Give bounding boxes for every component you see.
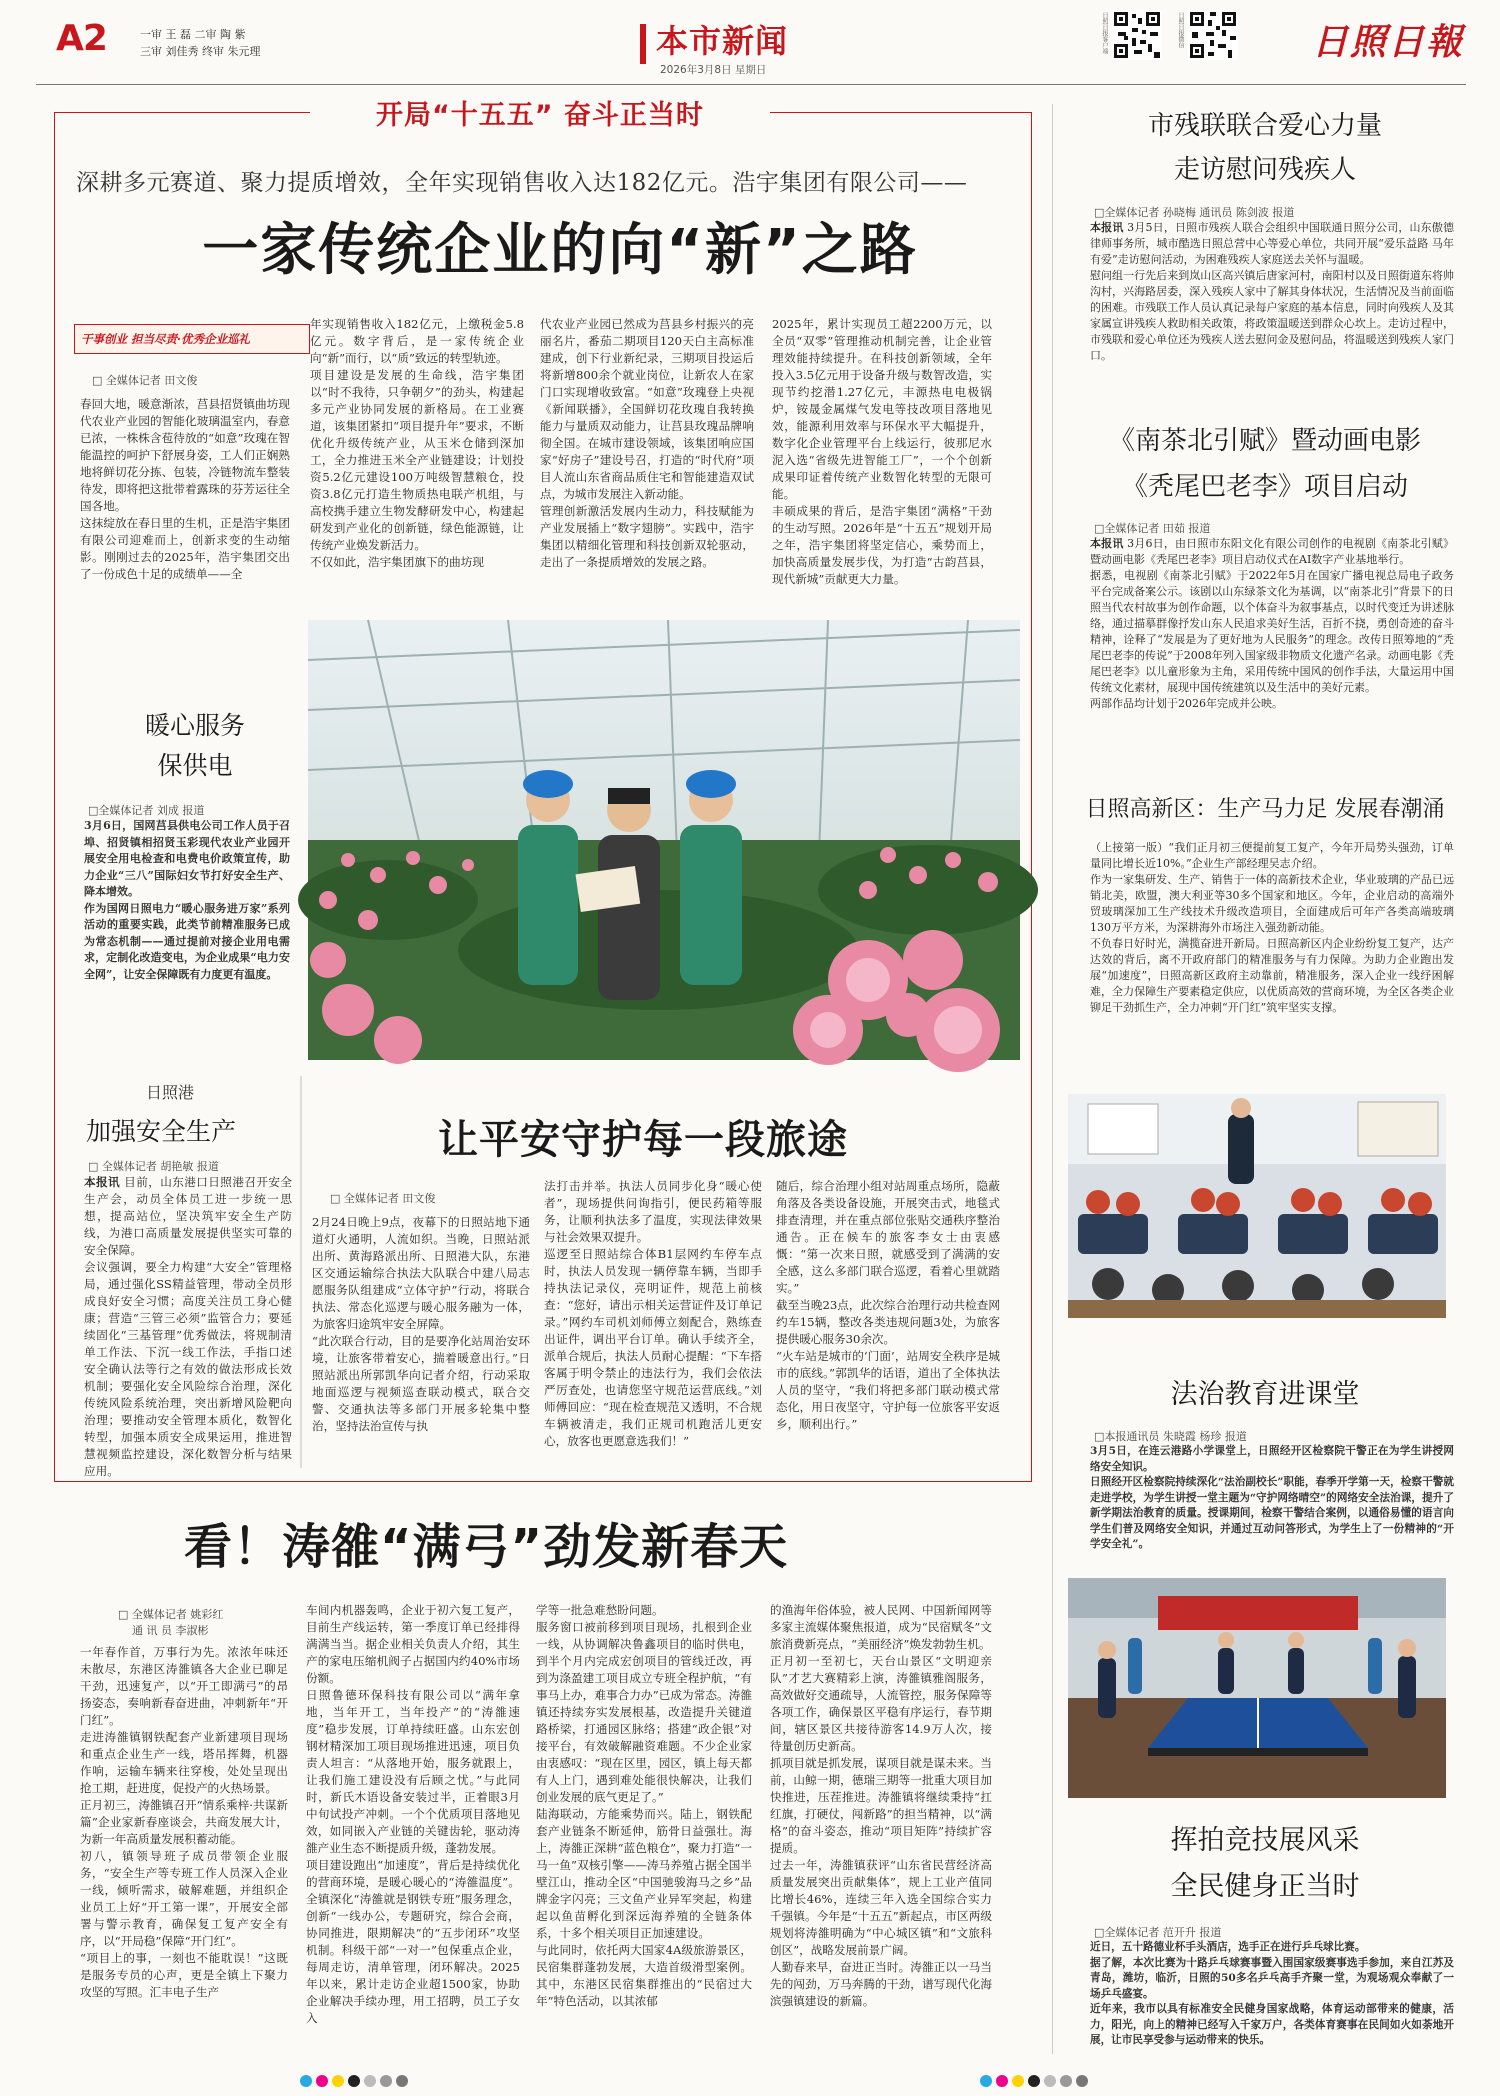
greenhouse-photo — [308, 620, 1020, 1060]
color-dot — [1060, 2075, 1072, 2087]
campaign-banner: 开局“十五五” 奋斗正当时 — [376, 100, 704, 131]
sports-byline: □全媒体记者 范开升 报道 — [1094, 1926, 1222, 1939]
issue-date: 2026年3月8日 星期日 — [660, 64, 767, 76]
taowei-column-3: 学等一批急难愁盼问题。 服务窗口被前移到项目现场，扎根到企业一线，从协调解决鲁鑫项目的临时供电，到半个月内完成宏创项目的管线迁改，再到为涤盈建工项目成立专班全程护航，“有事马上办，难事合力办”已成为常态。涛雒镇还持续夯实发展根基，改造提升关键道路桥梁，打通园区脉络；搭建“政企银”对接平台，有效破解融资难题。不少企业家由衷感叹：“现在区里，园区，镇上每天都有人上门，遇到难处能很快解决，让我们创业发展的底气更足了。” 陆海联动，方能乘势而兴。陆上，钢铁配套产业链条不断延伸，筋骨日益强壮。海上，涛雒正深耕“蓝色粮仓”，聚力打造“一马一鱼”双核引擎——涛马养殖占据全国半壁江山，推动全区“中国驰骏海马之乡”品牌金字闪亮；三文鱼产业异军突起，构建起以鱼苗孵化到深远海养殖的全链条体系，十多个相关项目正加速建设。 与此同时，依托两大国家4A级旅游景区，民宿集群蓬勃发展，大造首级滑型案例。其中，东港区民宿集群推出的“民宿过大年”特色活动，以其浓郁 — [536, 1603, 752, 2008]
tea-body-text: 3月6日，由日照市东阳文化有限公司创作的电视剧《南茶北引赋》暨动画电影《秃尾巴老李》项目启动仪式在AI数字产业基地举行。 据悉，电视剧《南茶北引赋》于2022年5月在国家广播电视总局电子政务平台完成备案公示。该剧以山东绿茶文化为基调，以“南茶北引”背景下的日照当代农村故事为创作命题，以个体奋斗为叙事基点，以时代变迁为讲述脉络，通过描摹群像抒发山东人民追求美好生活，百折不挠，勇创奇迹的奋斗精神，诠释了“发展是为了更好地为人民服务”的理念。改传日照筹地的“秃尾巴老李的传说”于2008年列入国家级非物质文化遗产名录。动画电影《秃尾巴老李》以儿童形象为主角，采用传统中国风的创作手法，大量运用中国传统文化素材，展现中国传统建筑以及生活中的美好元素。 两部作品均计划于2026年完成并公映。 — [1090, 537, 1455, 710]
qr-code-app[interactable] — [1112, 10, 1162, 60]
law-byline: □本报通讯员 朱晓霞 杨珍 报道 — [1094, 1430, 1247, 1443]
registration-dots-left — [300, 2072, 412, 2091]
tea-lead-tag: 本报讯 — [1090, 537, 1124, 550]
lead-byline: □ 全媒体记者 田文俊 — [92, 374, 198, 387]
color-dot — [380, 2075, 392, 2087]
color-dot — [332, 2075, 344, 2087]
section-title: 本市新闻 — [656, 22, 789, 60]
travel-column-2: 法打击并举。执法人员同步化身“暖心使者”，现场提供问询指引，便民药箱等服务，让顺利执法多了温度，实现法律效果与社会效果双提升。 巡逻至日照站综合体B1层网约车停车点时，执法人员发现一辆停靠车辆，当即手持执法记录仪，亮明证件，规范上前核查：“您好，请出示相关运营证件及订单记录。”网约车司机刘师傅立刻配合，熟练查出证件，调出平台订单。确认手续齐全，派单合规后，执法人员耐心提醒：“下车搭客属于明令禁止的违法行为，我们会依法严厉查处，也请您坚守规范运营底线。”刘师傅回应：“现在检查规范又透明，不合规车辆被清走，我们正规司机跑活儿更安心，放客也更愿意选我们！” — [544, 1179, 762, 1448]
lead-column-4: 2025年，累计实现员工超2200万元，以全员“双零”管理推动机制完善，让企业管理效能持续提升。在科技创新领域，全年投入3.5亿元用于设备升级与数智改造，实现节约挖潜1.27亿元，丰源热电电极锅炉，铵晟金属煤气发电等技改项目落地见效，能源利用效率与环保水平大幅提升，数字化企业管理平台上线运行，彼那尼水泥入选“省级先进智能工厂”，一个个创新成果印证着传统产业数智化转型的无限可能。 丰硕成果的背后，是浩宇集团“满格”干劲的生动写照。2026年是“十五五”规划开局之年，浩宇集团将坚定信心，乘势而上，加快高质量发展步伐，为打造“古韵莒县，现代新城”贡献更大力量。 — [772, 317, 992, 586]
page-number: A2 — [56, 18, 107, 59]
taowei-column-1: 一年春作首，万事行为先。浓浓年味还未散尽，东港区涛雒镇各大企业已聊足干劲，迅速复产，以“开工即满弓”的昂扬姿态，奏响新春奋进曲，冲刺新年“开门红”。 走进涛雒镇钢铁配套产业新建项目现场和重点企业生产一线，塔吊挥舞，机器作响，运输车辆来往穿梭，处处呈现出抢工期，赶进度，促投产的火热场景。 正月初三，涛雒镇召开“情系乘梓·共谋新篇”企业家新春座谈会，共商发展大计，为新一年高质量发展积蓄动能。 初八，镇领导班子成员带领企业服务，“安全生产等专班工作人员深入企业一线，倾听需求，破解难题，并组织企业员工上好“开工第一课”，开展安全部署与警示教育，确保复工复产安全有序，以“开局稳”保障“开门红”。 “项目上的事，一刻也不能耽误！”这既是服务专员的心声，更是全镇上下聚力攻坚的写照。汇丰电子生产 — [80, 1645, 288, 1999]
disabled-title-line1: 市残联联合爱心力量 — [1147, 111, 1382, 141]
editor-credits-line2: 三审 刘佳秀 终审 朱元理 — [140, 45, 261, 58]
lead-column-1: 春回大地，暖意渐浓，莒县招贤镇曲坊现代农业产业园的智能化玻璃温室内，春意已浓，一株株含苞待放的“如意”玫瑰在智能温控的呵护下舒展身姿，工人们正娴熟地将鲜切花分拣、包装，冷链物流车整装待发，即将把这批带着露珠的芬芳运往全国各地。 这抹绽放在春日里的生机，正是浩宇集团有限公司迎难而上，创新求变的生动缩影。刚刚过去的2025年，浩宇集团交出了一份成色十足的成绩单——全 — [80, 397, 290, 581]
color-dot — [1012, 2075, 1024, 2087]
qr-icon — [1112, 10, 1162, 60]
color-dot — [364, 2075, 376, 2087]
qr1-caption: 日照日报客户端 — [1101, 12, 1108, 54]
column-tag-box — [74, 324, 310, 354]
classroom-photo — [1068, 1094, 1446, 1318]
tea-title-line1: 《南茶北引赋》暨动画电影 — [1108, 426, 1421, 456]
qr-code-wechat[interactable] — [1188, 10, 1238, 60]
tea-byline: □全媒体记者 田茹 报道 — [1094, 522, 1211, 535]
taowei-headline: 看！涛雒“满弓”劲发新春天 — [184, 1519, 789, 1575]
safety-body — [84, 1174, 292, 1478]
travel-headline: 让平安守护每一段旅途 — [438, 1117, 848, 1163]
lead-deck: 深耕多元赛道、聚力提质增效，全年实现销售收入达182亿元。浩宇集团有限公司—— — [76, 170, 968, 196]
color-dot — [1044, 2075, 1056, 2087]
power-title-line1: 暖心服务 — [144, 711, 245, 740]
power-byline: □全媒体记者 刘成 报道 — [88, 804, 205, 817]
taowei-byline-1: □ 全媒体记者 姚彩红 — [118, 1608, 224, 1621]
taowei-byline-2: 通 讯 员 李淑彬 — [132, 1624, 209, 1637]
safety-kicker: 日照港 — [146, 1083, 195, 1102]
disabled-title-line2: 走访慰问残疾人 — [1173, 155, 1356, 185]
color-dot — [1076, 2075, 1088, 2087]
disabled-body — [1090, 220, 1454, 378]
section-marker — [640, 24, 646, 64]
disabled-lead-tag: 本报讯 — [1090, 221, 1124, 234]
table-tennis-photo — [1068, 1578, 1446, 1798]
banner-box — [310, 96, 770, 136]
color-dot — [316, 2075, 328, 2087]
masthead-rule — [36, 84, 1466, 85]
color-dot — [980, 2075, 992, 2087]
hightech-body-text: “我们正月初三便提前复工复产，今年开局势头强劲，订单量同比增长近10%。”企业生产部经理吴志介绍。 作为一家集研发、生产、销售于一体的高新技术企业，华业玻璃的产品已远销北美，欧盟，澳大利亚等30多个国家和地区。今年，企业启动的高端外贸玻璃深加工生产线技术升级改造项目，全面建成后可年产各类高端玻璃130万平方米，为深耕海外市场注入强劲新动能。 不负春日好时光，满揽奋进开新局。日照高新区内企业纷纷复工复产，达产达效的背后，离不开政府部门的精准服务与有力保障。为助力企业跑出发展“加速度”，日照高新区政府主动靠前，精准服务，深入企业一线纾困解难，全力保障生产要素稳定供应，以优质高效的营商环境，为全区各类企业铆足干劲抓生产，全力冲刺“开门红”筑牢坚实支撑。 — [1090, 841, 1455, 1014]
lead-column-3: 代农业产业园已然成为莒县乡村振兴的亮丽名片，番茄二期项目120天白主高标准建成，创下行业新纪录，三期项目投运后将新增800余个就业岗位，让新农人在家门口实现增收致富。“如意”玫瑰登上央视《新闻联播》，全国鲜切花玫瑰自我转换能力与量质双动能力，让莒县玫瑰品牌响彻全国。在城市建设领域，该集团响应国家“好房子”建设号召，打造的“时代府”项目人流山东省商品质住宅和智能建造双试点，为城市发展注入新动能。 管理创新激活发展内生动力，科技赋能为产业发展插上“数字翅膀”。实践中，浩宇集团以精细化管理和科技创新双轮驱动，走出了一条提质增效的发展之路。 — [540, 317, 754, 569]
safety-lead-tag: 本报讯 — [84, 1175, 121, 1189]
color-dot — [396, 2075, 408, 2087]
safety-body-text: 目前，山东港口日照港召开安全生产会，动员全体员工进一步统一思想，提高站位，坚决筑牢安全生产防线，为港口高质量发展提供坚实可靠的安全保障。 会议强调，要全力构建“大安全”管理格局，通过强化SS精益管理，带动全员形成良好安全习惯；高度关注员工身心健康；营造“三管三必须”监管合力；要延续固化“三基管理”优秀做法，将规制清单工作法、下沉一线工作法，手指口述安全确认法等行之有效的做法形成长效机制；要强化安全风险综合治理，深化传统风险系统治理，突出新增风险靶向治理；要推动安全管理本质化，数智化转型，加强本质安全成果运用，推进智慧视频监控建设，深化数智分析与结果应用。 — [84, 1175, 292, 1478]
taowei-column-4: 的渔海年俗体验，被人民网、中国新闻网等多家主流媒体聚焦报道，成为“民宿赋冬”文旅消费新亮点，“美丽经济”焕发勃勃生机。 正月初一至初七，天台山景区“文明迎亲队”才艺大赛精彩上演，涛雒镇雅阁服务，高效做好交通疏导，人流管控，服务保障等各项工作，确保景区平稳有序运行，春节期间，辖区景区共接待游客14.9万人次，接待量创历史新高。 抓项目就是抓发展，谋项目就是谋未来。当前，山鲸一期，德瑞三期等一批重大项目加快推进，压茬推进。涛雒镇将继续秉持“扛红旗，打硬仗，闯新路”的担当精神，以“满格”的奋斗姿态，推动“项目矩阵”持续扩容提质。 过去一年，涛雒镇获评“山东省民营经济高质量发展突出贡献集体”，规上工业产值同比增长46%，连续三年入选全国综合实力千强镇。今年是“十五五”新起点，市区两级规划将涛雒明确为“中心城区镇”和“文旅科创区”，战略发展前景广阔。 人勤春来早，奋进正当时。涛雒正以一马当先的闯劲，万马奔腾的干劲，谱写现代化海滨强镇建设的新篇。 — [770, 1603, 992, 2008]
editor-credits-line1: 一审 王 磊 二审 陶 紫 — [140, 28, 246, 41]
column-tag: 干事创业 担当尽责·优秀企业巡礼 — [81, 332, 251, 346]
hightech-title: 日照高新区：生产马力足 发展春潮涌 — [1085, 797, 1445, 822]
disabled-byline: □全媒体记者 孙晓梅 通讯员 陈剑波 报道 — [1094, 206, 1295, 219]
lead-column-2: 年实现销售收入182亿元，上缴税金5.8亿元。数字背后，是一家传统企业向“新”而行，以“质”致远的转型轨迹。 项目建设是发展的生命线，浩宇集团以“时不我待，只争朝夕”的劲头，构建起多元产业协同发展的新格局。在工业赛道，该集团紧扣“项目提升年”要求，不断优化升级传统产业，从玉米仓储到深加工，全力推进玉米全产业链建设；计划投资5.2亿元建设100万吨级智慧粮仓，投资3.8亿元打造生物质热电联产机组，与高校携手建立生物发酵研发中心，构建起研发到产业化的创新链，绿色能源链，让传统产业焕发新活力。 不仅如此，浩宇集团旗下的曲坊现 — [310, 317, 524, 569]
travel-column-3: 随后，综合治理小组对站周重点场所，隐蔽角落及各类设备设施，开展突击式，地毯式排查清理，并在重点部位张贴交通秩序整治通告。正在候车的旅客李女士由衷感慨：“第一次来日照，就感受到了满满的安全感，这么多部门联合巡逻，看着心里就踏实。” 截至当晚23点，此次综合治理行动共检查网约车15辆，整改各类违规问题3处，为旅客提供暖心服务30余次。 “火车站是城市的‘门面’，站周安全秩序是城市的底线。”郭凯华的话语，道出了全体执法人员的坚守，“我们将把多部门联动模式常态化，用日夜坚守，守护每一位旅客平安返乡，顺利出行。” — [776, 1179, 1000, 1431]
hightech-lead-tag: （上接第一版） — [1090, 841, 1169, 854]
sports-title — [1070, 1818, 1460, 1910]
color-dot — [996, 2075, 1008, 2087]
travel-column-1: 2月24日晚上9点，夜幕下的日照站地下通道灯火通明，人流如织。当晚，日照站派出所、黄海路派出所、日照港大队，东港区交通运输综合执法大队联合中建八局志愿服务队组建成“立体守护”行动，将联合执法、常态化巡逻与暖心服务融为一体，为旅客归途筑牢安全屏障。 “此次联合行动，目的是要净化站周治安环境，让旅客带着安心，揣着暖意出行。”日照站派出所郭凯华向记者介绍，行动采取地面巡逻与视频巡查联动模式，联合交警、交通执法等多部门开展多轮集中整治，坚持法治宣传与执 — [312, 1215, 530, 1433]
power-title-line2: 保供电 — [157, 751, 233, 780]
safety-byline: □ 全媒体记者 胡艳敏 报道 — [88, 1160, 219, 1173]
color-dot — [1028, 2075, 1040, 2087]
disabled-title — [1070, 104, 1460, 192]
law-body: 3月5日，在连云港路小学课堂上，日照经开区检察院干警正在为学生讲授网络安全知识。 日照经开区检察院持续深化“法治副校长”职能，春季开学第一天，检察干警就走进学校，为学生讲授一堂主题为“守护网络晴空”的网络安全法治课，提升了新学期法治教育的质量。授课期间，检察干警结合案例，以通俗易懂的语言向学生们普及网络安全知识，并通过互动问答形式，为学生上了一份精神的“开学安全礼”。 — [1090, 1445, 1454, 1550]
power-title — [120, 706, 270, 786]
table-tennis-image — [1068, 1578, 1446, 1798]
safety-title: 加强安全生产 — [86, 1117, 237, 1146]
right-column-divider — [1052, 104, 1053, 2054]
hightech-body — [1090, 840, 1454, 1076]
power-body: 3月6日，国网莒县供电公司工作人员于召埠、招贤镇相招贤玉彩现代农业产业园开展安全用电检查和电费电价政策宣传，助力企业“三八”国际妇女节打好安全生产、降本增效。 作为国网日照电力“暖心服务进万家”系列活动的重要实践，此类节前精准服务已成为常态机制——通过提前对接企业用电需求，定制化改造变电，为企业成果“电力安全网”，让安全保障既有力度更有温度。 — [84, 819, 290, 981]
editor-credits — [140, 26, 261, 60]
lead-headline: 一家传统企业的向“新”之路 — [202, 218, 918, 283]
newspaper-logo: 日照日報 — [1312, 21, 1465, 63]
greenhouse-image — [308, 620, 1020, 1060]
law-title: 法治教育进课堂 — [1170, 1379, 1360, 1410]
sports-title-line2: 全民健身正当时 — [1170, 1871, 1360, 1902]
taowei-column-2: 车间内机器轰鸣，企业于初六复工复产，目前生产线运转，第一季度订单已经排得满满当当。据企业相关负责人介绍，其生产的家电压缩机阀子占据国内约40%市场份额。 日照鲁德环保科技有限公司以“满年拿地，当年开工，当年投产”的“涛雒速度”稳步发展，订单持续旺盛。山东宏创钢材精深加工项目现场推进迅速，项目负责人坦言：“从落地开始，服务就跟上，让我们施工建设没有后顾之忧。”与此同时，新氏木语设备安装过半，正着眼3月中旬试投产冲刺。一个个优质项目落地见效，如同嵌入产业链的关键齿轮，驱动涛雒产业生态不断提质升级，蓬勃发展。 项目建设跑出“加速度”，背后是持续优化的营商环境，是暖心暖心的“涛雒温度”。全镇深化“涛雒就是钢铁专班”服务理念，创新“一线办公，专题研究，综合会商，协同推进，限期解决”的“五步闭环”攻坚机制。科级干部“一对一”包保重点企业，每周走访，清单管理，闭环解决。2025年以来，累计走访企业超1500家，协助企业解决手续办理，用工招聘，员工子女入 — [306, 1603, 520, 2025]
qr-icon — [1188, 10, 1238, 60]
sports-title-line1: 挥拍竞技展风采 — [1170, 1825, 1360, 1856]
tea-title-line2: 《秃尾巴老李》项目启动 — [1121, 472, 1408, 502]
color-dot — [300, 2075, 312, 2087]
travel-byline: □ 全媒体记者 田文俊 — [330, 1192, 436, 1205]
sports-body: 近日，五十路德业杯手头酒店，选手正在进行乒乓球比赛。 据了解，本次比赛为十路乒乓球赛事暨入围国家级赛事选手参加，来自江苏及青岛，潍坊，临沂，日照的50多名乒乓高手齐聚一堂，为观场观众奉献了一场乒乓盛宴。 近年来，我市以具有标准安全民健身国家战略，体育运动部带来的健康，活力，阳光，向上的精神已经写入千家万户，各类体育赛事在民间如火如荼地开展，让市民享受参与运动带来的快乐。 — [1090, 1941, 1454, 2046]
tea-title — [1070, 418, 1460, 510]
registration-dots-right — [980, 2072, 1092, 2091]
classroom-image — [1068, 1094, 1446, 1318]
color-dot — [348, 2075, 360, 2087]
tea-body — [1090, 536, 1454, 774]
qr2-caption: 日照日报微信 — [1177, 12, 1184, 48]
travel-divider — [300, 1076, 302, 1468]
disabled-body-text: 3月5日，日照市残疾人联合会组织中国联通日照分公司，山东傲德律师事务所，城市酷选日照总营中心等爱心单位，共同开展“爱乐益路 马年有爱”走访慰问活动，为困难残疾人家庭送去关怀与温暖。 慰问组一行先后来到岚山区高兴镇后唐家河村，南阳村以及日照街道东将帅沟村，兴海路居委，深入残疾人家中了解其身体状况，生活情况及当前面临的困难。市残联工作人员认真记录每户家庭的基本信息，同时向残疾人及其家属宣讲残疾人救助相关政策，将政策温暖送到群众心坎上。走访过程中，市残联和爱心单位还为残疾人送去慰问金及慰问品，将温暖送到残疾人家门口。 — [1090, 221, 1455, 362]
